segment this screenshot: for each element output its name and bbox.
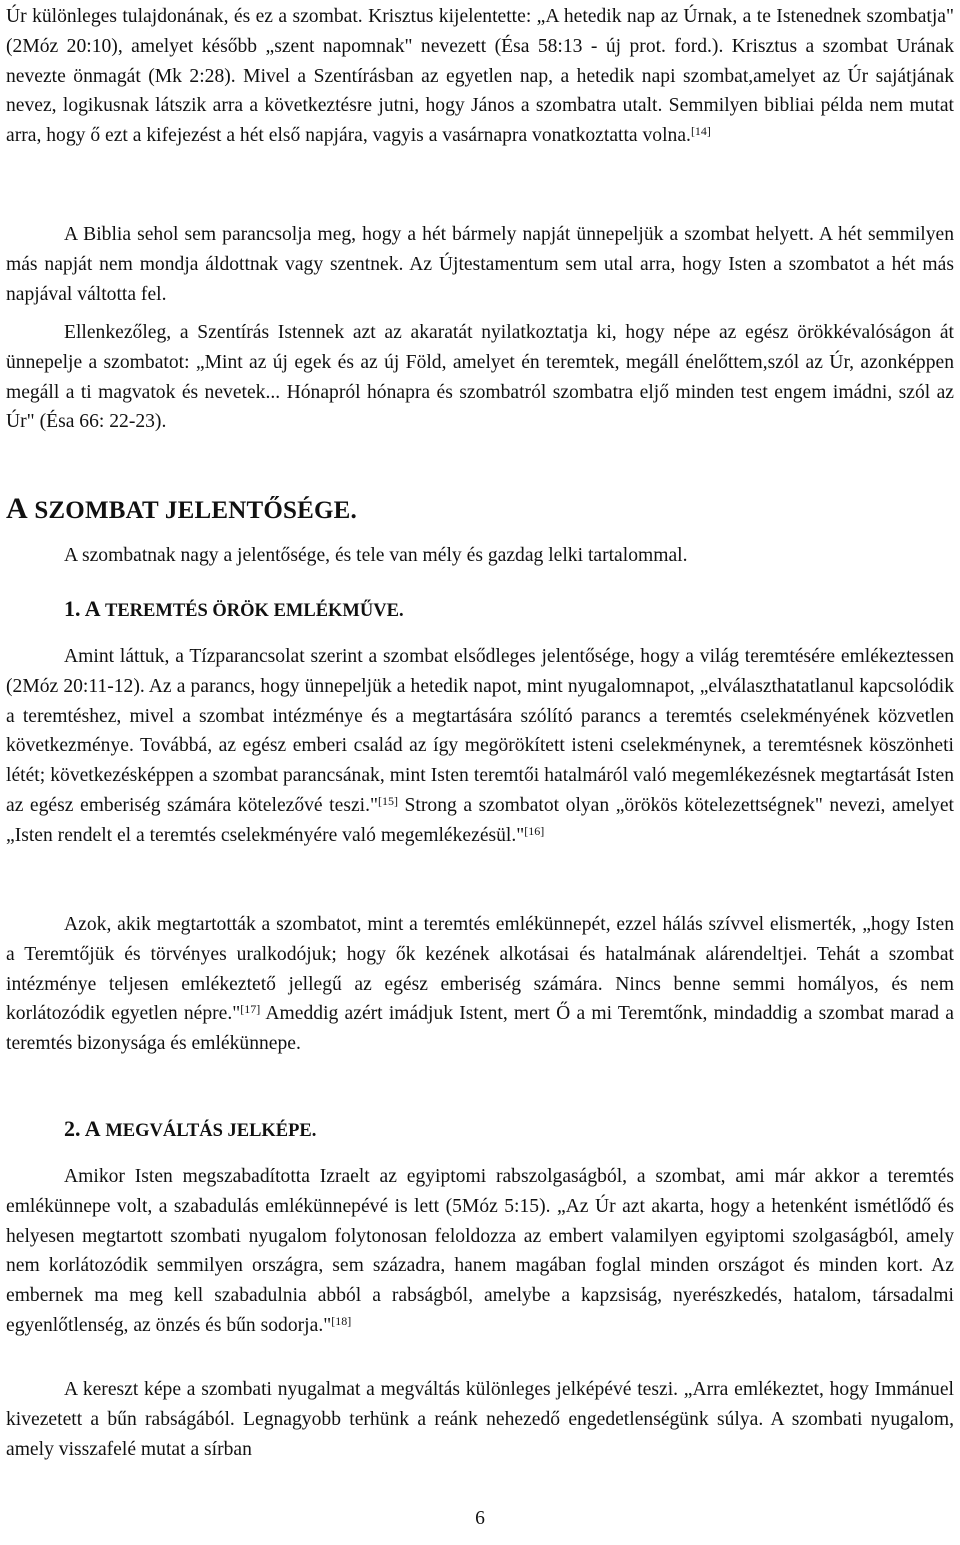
paragraph-cross: A kereszt képe a szombati nyugalmat a megváltás különleges jelképévé teszi. „Arra emlékeztet, hogy Immánuel kivezetett a bűn rabságából. Legnagyobb terhünk a reánk nehezedő engedetlenségünk súlya. A szombati nyugalom, amely visszafelé mutat a sírban: [6, 1379, 954, 1460]
footnote-ref-14[interactable]: [14]: [690, 124, 711, 139]
footnote-ref-15[interactable]: [15]: [377, 793, 398, 808]
footnote-ref-16[interactable]: [16]: [524, 823, 545, 838]
footnote-ref-17[interactable]: [17]: [240, 1002, 261, 1017]
document-page: [6, 0, 954, 1545]
paragraph-significance-intro: A szombatnak nagy a jelentősége, és tele van mély és gazdag lelki tartalommal.: [64, 545, 688, 566]
paragraph-continuation: Úr különleges tulajdonának, és ez a szombat. Krisztus kijelentette: „A hetedik nap az Úrnak, a te Istenednek szombatja" (2Móz 20:10), amelyet később „szent napomnak" nevezett (Ésa 58:13 - új prot. ford.). Krisztus a szombat Urának nevezte önmagát (Mk 2:28). Mivel a Szentírásban az egyetlen nap, a hetedik napi szombat,amelyet az Úr sajátjának nevez, logikusnak látszik arra a következtésre jutni, hogy János a szombatra utalt. Semmilyen bibliai példa nem mutat arra, hogy ő ezt a kifejezést a hét első napjára, vagyis a vasárnapra vonatkoztatta volna.[14]: [6, 6, 954, 147]
page-number: 6: [475, 1508, 485, 1529]
paragraph-acknowledgement: Azok, akik megtartották a szombatot, mint a teremtés emlékünnepét, ezzel hálás szívvel elismerték, „hogy Isten a Teremtőjük és törvényes uralkodójuk; hogy ők kezének alkotásai és hatalmának alárendeltjei. Tehát a szombat intézménye teljesen emlékeztető jellegű az egész emberiség számára. Nincs benne semmi homályos, és nem korlátozódik egyetlen népre."[17] Ameddig azért imádjuk Istent, mert Ő a mi Teremtőnk, mindaddig a szombat marad a teremtés bizonysága és emlékünnepe.: [6, 914, 954, 1055]
paragraph-eternal-sabbath: Ellenkezőleg, a Szentírás Istennek azt az akaratát nyilatkoztatja ki, hogy népe az egész örökkévalóságon át ünnepelje a szombatot: „Mint az új egek és az új Föld, amelyet én teremtek, megáll énelőttem,szól az Úr, azonképpen megáll a ti magvatok és nevetek... Hónapról hónapra és szombatról szombatra eljő minden test engem imádni, szól az Úr" (Ésa 66: 22-23).: [6, 322, 954, 433]
footnote-ref-18[interactable]: [18]: [331, 1313, 352, 1328]
paragraph-redemption: Amikor Isten megszabadította Izraelt az egyiptomi rabszolgaságból, a szombat, ami már akkor a teremtés emlékünnepe volt, a szabadulás emlékünnepévé is lett (5Móz 5:15). „Az Úr azt akarta, hogy a hetenként ismétlődő és helyesen megtartott szombati nyugalom folytonosan feloldozza az embert valamilyen egyiptomi szolgaságból, amely nem korlátozódik semmilyen országra, sem századra, hanem magában foglal minden országot és minden kort. Az embernek ma meg kell szabadulnia abból a rabságból, amelybe a kapzsiság, nyerészkedés, hatalom, társadalmi egyenlőtlenség, az önzés és bűn sodorja."[18]: [6, 1166, 954, 1336]
paragraph-creation: Amint láttuk, a Tízparancsolat szerint a szombat elsődleges jelentősége, hogy a világ teremtésére emlékeztessen (2Móz 20:11-12). Az a parancs, hogy ünnepeljük a hetedik napot, mint nyugalomnapot, „elválaszthatatlanul kapcsolódik a teremtéshez, mivel a szombat intézménye és a megtartására szólító parancs a teremtés cselekményének közvetlen következménye. Továbbá, az egész emberi család az így megörökített isteni cselekménynek, a teremtésnek köszönheti létét; következésképpen a szombat parancsának, mint Isten teremtői hatalmáról való megemlékezésnek megtartását Isten az egész emberiség számára kötelezővé teszi."[15] Strong a szombatot olyan „örökös kötelezettségnek" nevezi, amelyet „Isten rendelt el a teremtés cselekményére való megemlékezésül."[16]: [6, 646, 954, 846]
section-heading-sabbath-significance: A SZOMBAT JELENTŐSÉGE.: [6, 492, 357, 525]
subheading-redemption-symbol: 2. A MEGVÁLTÁS JELKÉPE.: [64, 1116, 317, 1141]
subheading-creation-memorial: 1. A TEREMTÉS ÖRÖK EMLÉKMŰVE.: [64, 596, 404, 621]
paragraph-no-replacement: A Biblia sehol sem parancsolja meg, hogy a hét bármely napját ünnepeljük a szombat helyett. A hét semmilyen más napját nem mondja áldottnak vagy szentnek. Az Újtestamentum sem utal arra, hogy Isten a szombatot a hét más napjával váltotta fel.: [6, 224, 954, 305]
